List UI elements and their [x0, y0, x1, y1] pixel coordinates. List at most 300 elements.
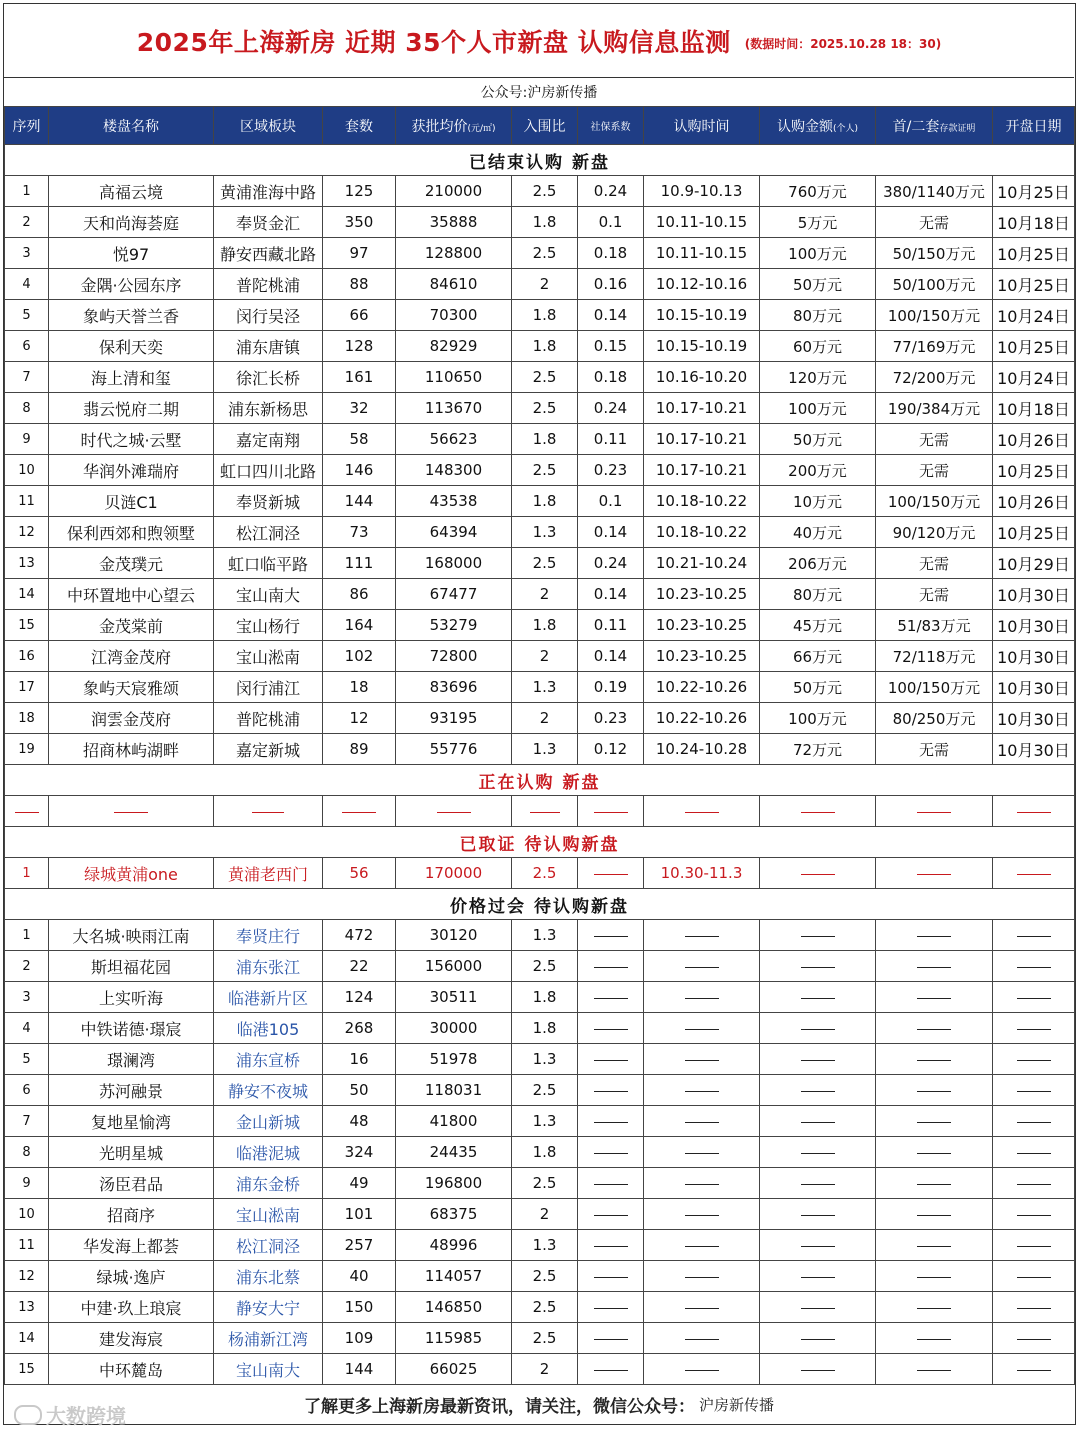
table-cell: 14: [5, 1323, 49, 1354]
table-cell: 93195: [396, 703, 512, 734]
table-cell: 2.5: [512, 951, 578, 982]
table-cell: 0.18: [578, 238, 644, 269]
table-cell: 0.24: [578, 548, 644, 579]
table-cell: 虹口临平路: [214, 548, 323, 579]
dash-placeholder: [1017, 1215, 1051, 1216]
table-cell: 77/169万元: [876, 331, 993, 362]
table-cell: 0.14: [578, 641, 644, 672]
section-header-row: [5, 765, 1075, 796]
table-cell: 110650: [396, 362, 512, 393]
empty-cell: [993, 1137, 1075, 1168]
dash-placeholder: [1017, 967, 1051, 968]
empty-cell: [644, 796, 760, 827]
table-cell: 静安西藏北路: [214, 238, 323, 269]
table-cell: 嘉定南翔: [214, 424, 323, 455]
table-row: [5, 269, 1075, 300]
table-cell: 164: [323, 610, 396, 641]
empty-cell: [644, 1292, 760, 1323]
table-cell: 5: [5, 1044, 49, 1075]
empty-cell: [644, 1137, 760, 1168]
table-cell: 1.8: [512, 207, 578, 238]
table-cell: 114057: [396, 1261, 512, 1292]
table-cell: 18: [323, 672, 396, 703]
empty-cell: [760, 1354, 876, 1385]
dash-placeholder: [1017, 1308, 1051, 1309]
table-cell: 10月30日: [993, 734, 1075, 765]
empty-cell: [578, 1168, 644, 1199]
table-cell: 206万元: [760, 548, 876, 579]
table-cell: 临港105: [214, 1013, 323, 1044]
table-cell: 华发海上都荟: [49, 1230, 214, 1261]
table-cell: 2: [512, 1199, 578, 1230]
table-cell: 50万元: [760, 672, 876, 703]
table-cell: 闵行吴泾: [214, 300, 323, 331]
table-cell: 150: [323, 1292, 396, 1323]
table-row: [5, 207, 1075, 238]
empty-cell: [876, 1044, 993, 1075]
empty-cell: [578, 1075, 644, 1106]
empty-cell: [760, 858, 876, 889]
table-cell: 奉贤庄行: [214, 920, 323, 951]
dash-placeholder: [801, 812, 835, 813]
section-header-row: [5, 889, 1075, 920]
col-district: 区域板块: [214, 107, 323, 145]
table-row: [5, 176, 1075, 207]
empty-cell: [993, 1106, 1075, 1137]
empty-cell: [578, 858, 644, 889]
dash-placeholder: [114, 812, 148, 813]
table-cell: 6: [5, 331, 49, 362]
section-title: 已取证 待认购新盘: [5, 827, 1075, 858]
table-cell: 84610: [396, 269, 512, 300]
table-row: [5, 1075, 1075, 1106]
table-cell: 80万元: [760, 300, 876, 331]
table-cell: 324: [323, 1137, 396, 1168]
table-cell: 建发海宸: [49, 1323, 214, 1354]
table-cell: 上实听海: [49, 982, 214, 1013]
dash-placeholder: [15, 812, 39, 813]
dash-placeholder: [594, 1091, 628, 1092]
table-cell: 2.5: [512, 238, 578, 269]
table-cell: 4: [5, 1013, 49, 1044]
table-cell: 30000: [396, 1013, 512, 1044]
dash-placeholder: [917, 1029, 951, 1030]
col-subscribe-time: 认购时间: [644, 107, 760, 145]
empty-cell: [578, 1323, 644, 1354]
table-cell: 128800: [396, 238, 512, 269]
table-cell: 40: [323, 1261, 396, 1292]
table-cell: 148300: [396, 455, 512, 486]
table-cell: 润雲金茂府: [49, 703, 214, 734]
empty-cell: [578, 1354, 644, 1385]
table-cell: 7: [5, 362, 49, 393]
empty-cell: [512, 796, 578, 827]
table-cell: 10.23-10.25: [644, 641, 760, 672]
table-cell: 11: [5, 486, 49, 517]
table-cell: 66万元: [760, 641, 876, 672]
empty-cell: [644, 1323, 760, 1354]
dash-placeholder: [801, 1308, 835, 1309]
table-cell: 10.17-10.21: [644, 455, 760, 486]
table-cell: 100万元: [760, 238, 876, 269]
table-cell: 10.15-10.19: [644, 331, 760, 362]
table-cell: 浦东张江: [214, 951, 323, 982]
table-cell: 50万元: [760, 424, 876, 455]
table-cell: 2: [512, 579, 578, 610]
empty-cell: [578, 796, 644, 827]
empty-cell: [876, 1292, 993, 1323]
empty-cell: [578, 1106, 644, 1137]
table-cell: 2: [512, 703, 578, 734]
table-cell: 18: [5, 703, 49, 734]
table-cell: 无需: [876, 455, 993, 486]
table-row: [5, 1013, 1075, 1044]
table-cell: 67477: [396, 579, 512, 610]
table-cell: 100/150万元: [876, 672, 993, 703]
table-cell: 浦东金桥: [214, 1168, 323, 1199]
empty-cell: [760, 1292, 876, 1323]
table-cell: 10.17-10.21: [644, 393, 760, 424]
table-cell: 象屿天宸雅颂: [49, 672, 214, 703]
dash-placeholder: [342, 812, 376, 813]
footer-text: 了解更多上海新房最新资讯，请关注，微信公众号：: [303, 1396, 695, 1417]
table-row: [5, 1168, 1075, 1199]
empty-cell: [760, 1261, 876, 1292]
table-cell: 江湾金茂府: [49, 641, 214, 672]
table-cell: 10: [5, 1199, 49, 1230]
dash-placeholder: [801, 1091, 835, 1092]
empty-cell: [578, 1044, 644, 1075]
empty-cell: [578, 1013, 644, 1044]
table-row: [5, 672, 1075, 703]
table-cell: 14: [5, 579, 49, 610]
dash-placeholder: [801, 1184, 835, 1185]
table-cell: 金茂璞元: [49, 548, 214, 579]
table-cell: 100/150万元: [876, 300, 993, 331]
table-cell: 高福云境: [49, 176, 214, 207]
empty-cell: [644, 1261, 760, 1292]
table-row: [5, 1137, 1075, 1168]
footer-account: 沪房新传播: [698, 1395, 774, 1414]
table-cell: 190/384万元: [876, 393, 993, 424]
table-cell: 招商序: [49, 1199, 214, 1230]
table-cell: 宝山南大: [214, 1354, 323, 1385]
table-cell: 50/150万元: [876, 238, 993, 269]
data-timestamp: (数据时间：2025.10.28 18：30): [744, 37, 942, 51]
table-cell: 翡云悦府二期: [49, 393, 214, 424]
table-cell: 90/120万元: [876, 517, 993, 548]
col-price-unit: (元/㎡): [467, 123, 496, 134]
table-cell: 118031: [396, 1075, 512, 1106]
empty-cell: [578, 951, 644, 982]
table-cell: 10.16-10.20: [644, 362, 760, 393]
table-cell: 无需: [876, 734, 993, 765]
empty-cell: [578, 1137, 644, 1168]
dash-placeholder: [252, 812, 284, 813]
empty-cell: [993, 1323, 1075, 1354]
table-cell: 悦97: [49, 238, 214, 269]
empty-cell: [876, 1261, 993, 1292]
col-deposit-label: 首/二套: [892, 118, 940, 135]
table-cell: 0.24: [578, 176, 644, 207]
table-cell: 1.3: [512, 920, 578, 951]
table-cell: 10月24日: [993, 362, 1075, 393]
table-cell: 24435: [396, 1137, 512, 1168]
table-cell: 268: [323, 1013, 396, 1044]
table-cell: 临港泥城: [214, 1137, 323, 1168]
table-cell: 华润外滩瑞府: [49, 455, 214, 486]
empty-cell: [5, 796, 49, 827]
table-cell: 10.22-10.26: [644, 672, 760, 703]
table-cell: 静安不夜城: [214, 1075, 323, 1106]
table-cell: 6: [5, 1075, 49, 1106]
table-row: [5, 300, 1075, 331]
table-cell: 49: [323, 1168, 396, 1199]
table-cell: 101: [323, 1199, 396, 1230]
table-cell: 0.24: [578, 393, 644, 424]
col-amount: [760, 107, 876, 145]
dash-placeholder: [594, 1370, 628, 1371]
dash-placeholder: [801, 1122, 835, 1123]
empty-cell: [214, 796, 323, 827]
dash-placeholder: [685, 1246, 719, 1247]
table-cell: 1.3: [512, 672, 578, 703]
table-cell: 10月29日: [993, 548, 1075, 579]
table-cell: 10.18-10.22: [644, 517, 760, 548]
dash-placeholder: [1017, 874, 1051, 875]
dash-placeholder: [1017, 1246, 1051, 1247]
empty-cell: [993, 796, 1075, 827]
dash-placeholder: [917, 1246, 951, 1247]
table-cell: 2.5: [512, 176, 578, 207]
table-cell: 350: [323, 207, 396, 238]
table-cell: 10月25日: [993, 331, 1075, 362]
table-cell: 100万元: [760, 703, 876, 734]
dash-placeholder: [917, 967, 951, 968]
dash-placeholder: [801, 1370, 835, 1371]
dash-placeholder: [917, 1370, 951, 1371]
table-cell: 144: [323, 486, 396, 517]
section-header-row: [5, 827, 1075, 858]
dash-placeholder: [801, 1339, 835, 1340]
empty-cell: [578, 920, 644, 951]
table-cell: 0.23: [578, 455, 644, 486]
section-title: 已结束认购 新盘: [5, 145, 1075, 176]
table-cell: 32: [323, 393, 396, 424]
table-cell: 196800: [396, 1168, 512, 1199]
table-cell: 普陀桃浦: [214, 269, 323, 300]
empty-cell: [760, 982, 876, 1013]
table-cell: 杨浦新江湾: [214, 1323, 323, 1354]
table-cell: 86: [323, 579, 396, 610]
table-cell: 82929: [396, 331, 512, 362]
col-units: 套数: [323, 107, 396, 145]
section-header-row: [5, 145, 1075, 176]
table-cell: 0.12: [578, 734, 644, 765]
header-row: [5, 107, 1075, 145]
dash-placeholder: [685, 812, 719, 813]
table-cell: 2.5: [512, 393, 578, 424]
dash-placeholder: [594, 1060, 628, 1061]
table-cell: 0.14: [578, 517, 644, 548]
table-cell: 210000: [396, 176, 512, 207]
table-cell: 50: [323, 1075, 396, 1106]
table-cell: 无需: [876, 207, 993, 238]
table-cell: 30511: [396, 982, 512, 1013]
table-row: [5, 362, 1075, 393]
empty-cell: [876, 1199, 993, 1230]
table-cell: 19: [5, 734, 49, 765]
table-cell: 10月30日: [993, 610, 1075, 641]
table-cell: 1.8: [512, 424, 578, 455]
empty-cell: [760, 1075, 876, 1106]
table-cell: 1.8: [512, 1137, 578, 1168]
table-cell: 2.5: [512, 858, 578, 889]
table-cell: 73: [323, 517, 396, 548]
table-cell: 0.16: [578, 269, 644, 300]
dash-placeholder: [685, 1029, 719, 1030]
dash-placeholder: [594, 936, 628, 937]
col-ratio: 入围比: [512, 107, 578, 145]
dash-placeholder: [1017, 1370, 1051, 1371]
table-cell: 0.15: [578, 331, 644, 362]
col-deposit-unit: 存款证明: [939, 123, 976, 134]
table-cell: 1.8: [512, 1013, 578, 1044]
table-cell: 贝涟C1: [49, 486, 214, 517]
dash-placeholder: [801, 1029, 835, 1030]
table-cell: 10月18日: [993, 393, 1075, 424]
empty-cell: [993, 1230, 1075, 1261]
table-cell: 30120: [396, 920, 512, 951]
table-cell: 10月30日: [993, 641, 1075, 672]
table-cell: 绿城黄浦one: [49, 858, 214, 889]
table-row: [5, 982, 1075, 1013]
table-cell: 10月25日: [993, 269, 1075, 300]
source-line: 公众号:沪房新传播: [480, 85, 598, 101]
empty-cell: [876, 1230, 993, 1261]
empty-cell: [993, 858, 1075, 889]
table-row: [5, 486, 1075, 517]
table-row: [5, 703, 1075, 734]
table-row: [5, 641, 1075, 672]
dash-placeholder: [685, 1153, 719, 1154]
table-cell: 10月24日: [993, 300, 1075, 331]
table-cell: 10月25日: [993, 176, 1075, 207]
table-cell: 45万元: [760, 610, 876, 641]
empty-cell: [876, 1137, 993, 1168]
table-cell: 黄浦淮海中路: [214, 176, 323, 207]
table-cell: 55776: [396, 734, 512, 765]
dash-placeholder: [917, 1277, 951, 1278]
dash-placeholder: [917, 1308, 951, 1309]
table-cell: 53279: [396, 610, 512, 641]
table-cell: 109: [323, 1323, 396, 1354]
col-price: [396, 107, 512, 145]
dash-placeholder: [685, 1184, 719, 1185]
empty-cell: [993, 1292, 1075, 1323]
table-cell: 2.5: [512, 1261, 578, 1292]
table-cell: 22: [323, 951, 396, 982]
empty-cell: [993, 1168, 1075, 1199]
dash-placeholder: [801, 967, 835, 968]
dash-placeholder: [594, 812, 628, 813]
empty-cell: [644, 1354, 760, 1385]
table-row: [5, 517, 1075, 548]
table-cell: 无需: [876, 548, 993, 579]
table-cell: 1.3: [512, 1230, 578, 1261]
dash-placeholder: [594, 1246, 628, 1247]
table-row: [5, 1230, 1075, 1261]
dash-placeholder: [437, 812, 471, 813]
table-cell: 11: [5, 1230, 49, 1261]
table-cell: 48996: [396, 1230, 512, 1261]
table-cell: 48: [323, 1106, 396, 1137]
dash-placeholder: [801, 1277, 835, 1278]
table-row: [5, 858, 1075, 889]
table-cell: 时代之城·云墅: [49, 424, 214, 455]
table-cell: 50/100万元: [876, 269, 993, 300]
table-cell: 115985: [396, 1323, 512, 1354]
dash-placeholder: [594, 998, 628, 999]
table-cell: 宝山淞南: [214, 1199, 323, 1230]
empty-cell: [760, 951, 876, 982]
table-cell: 43538: [396, 486, 512, 517]
table-cell: 嘉定新城: [214, 734, 323, 765]
col-name: 楼盘名称: [49, 107, 214, 145]
table-cell: 35888: [396, 207, 512, 238]
table-cell: 16: [5, 641, 49, 672]
table-row: [5, 238, 1075, 269]
listing-table: [4, 106, 1075, 1385]
table-cell: 璟澜湾: [49, 1044, 214, 1075]
table-cell: 宝山南大: [214, 579, 323, 610]
table-cell: 静安大宁: [214, 1292, 323, 1323]
table-cell: 2: [5, 207, 49, 238]
dash-placeholder: [685, 1091, 719, 1092]
table-cell: 5: [5, 300, 49, 331]
table-cell: 15: [5, 1354, 49, 1385]
dash-placeholder: [594, 967, 628, 968]
table-cell: 68375: [396, 1199, 512, 1230]
table-cell: 中建·玖上琅宸: [49, 1292, 214, 1323]
table-cell: 3: [5, 982, 49, 1013]
table-cell: 72/200万元: [876, 362, 993, 393]
dash-placeholder: [1017, 1122, 1051, 1123]
dash-placeholder: [594, 1277, 628, 1278]
table-cell: 113670: [396, 393, 512, 424]
table-row: [5, 1292, 1075, 1323]
empty-cell: [49, 796, 214, 827]
table-cell: 60万元: [760, 331, 876, 362]
table-cell: 146: [323, 455, 396, 486]
table-cell: 普陀桃浦: [214, 703, 323, 734]
table-cell: 100万元: [760, 393, 876, 424]
empty-cell: [760, 1323, 876, 1354]
table-cell: 10月30日: [993, 672, 1075, 703]
table-cell: 1: [5, 176, 49, 207]
dash-placeholder: [594, 1339, 628, 1340]
table-cell: 10.23-10.25: [644, 579, 760, 610]
table-cell: 168000: [396, 548, 512, 579]
table-cell: 松江洞泾: [214, 517, 323, 548]
empty-cell: [760, 1013, 876, 1044]
table-cell: 浦东宣桥: [214, 1044, 323, 1075]
table-cell: 10万元: [760, 486, 876, 517]
title-bar: [4, 4, 1074, 78]
table-cell: 72/118万元: [876, 641, 993, 672]
table-cell: 8: [5, 1137, 49, 1168]
table-cell: 2.5: [512, 362, 578, 393]
